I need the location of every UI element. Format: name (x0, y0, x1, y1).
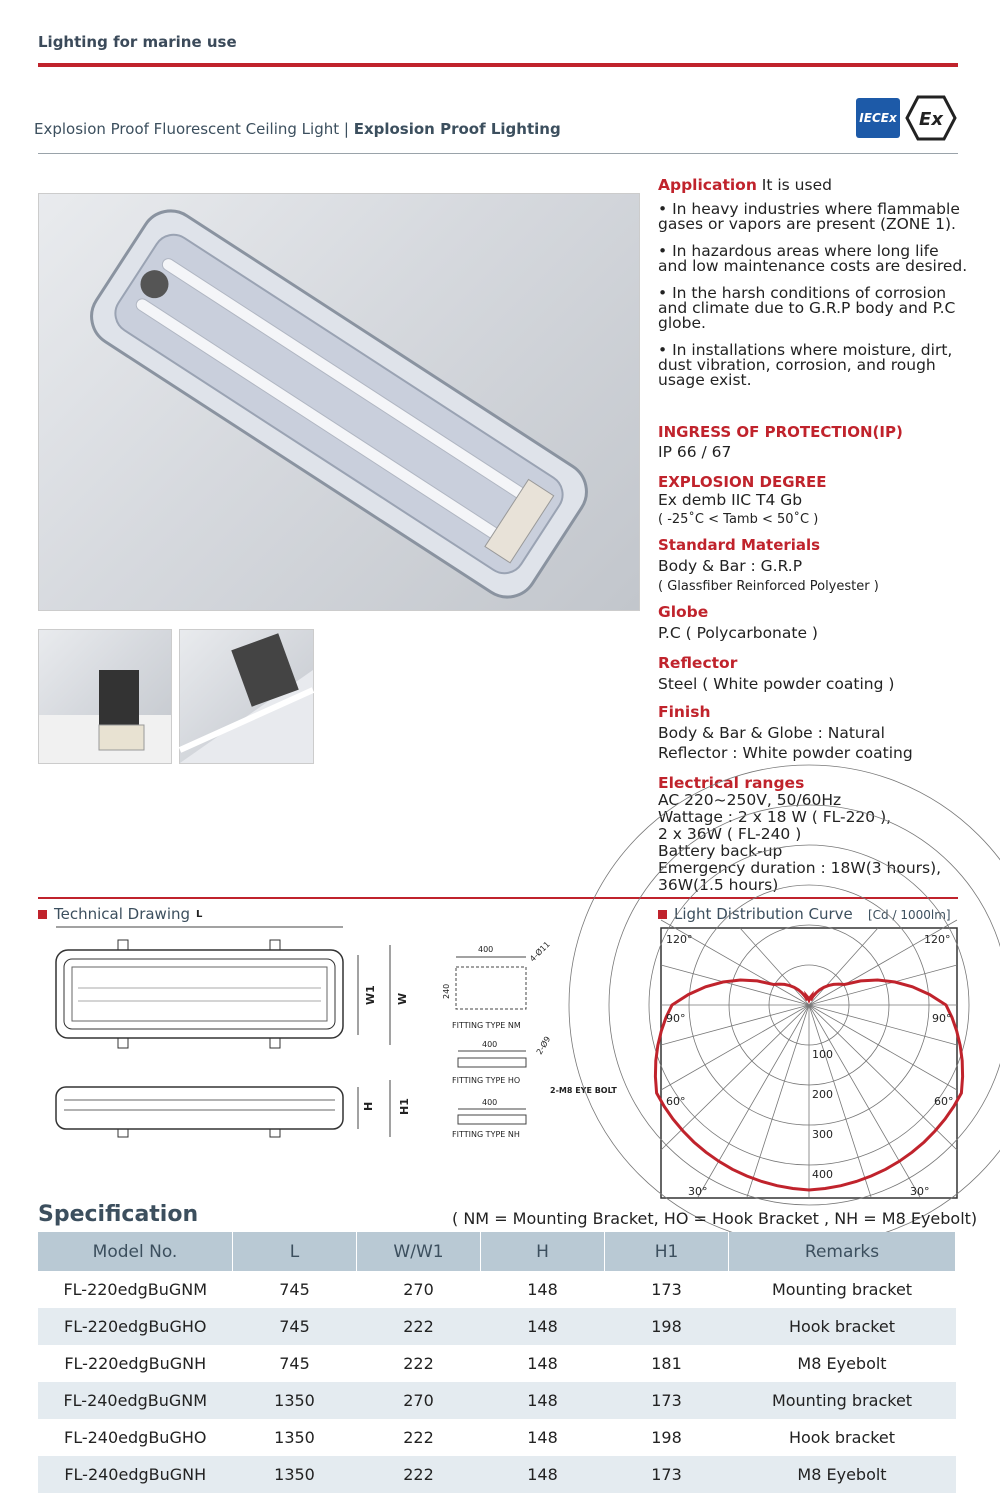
hole-9-label: 2-Ø9 (534, 1034, 553, 1057)
dim-W: W (396, 992, 409, 1005)
radial-label: 300 (812, 1128, 833, 1141)
column-header: L (233, 1232, 357, 1271)
globe-heading: Globe (658, 603, 709, 621)
table-cell: 222 (403, 1354, 434, 1373)
table-header-row (38, 1232, 956, 1271)
subtitle-divider (38, 153, 958, 154)
table-cell: 745 (233, 1308, 357, 1345)
page-subtitle (34, 120, 561, 138)
finish-section (658, 705, 968, 761)
table-row (38, 1271, 956, 1308)
application-bullet: • In heavy industries where flammable gases or vapors are present (ZONE 1). (658, 200, 960, 233)
lampholder-illustration (39, 630, 171, 763)
light-distribution-chart (660, 927, 958, 1199)
ingress-value: IP 66 / 67 (658, 443, 732, 461)
column-header: H (481, 1232, 605, 1271)
table-cell: 1350 (274, 1428, 315, 1447)
radial-label: 400 (812, 1168, 833, 1181)
radial-label: 100 (812, 1048, 833, 1061)
materials-value: Body & Bar : G.R.P (658, 557, 803, 575)
table-cell: M8 Eyebolt (729, 1456, 956, 1493)
dim-L: L (196, 909, 203, 920)
eyebolt-label: 2-M8 EYE BOLT (550, 1086, 617, 1095)
table-cell: 173 (651, 1280, 682, 1299)
electrical-line: 2 x 36W ( FL-240 ) (658, 825, 802, 843)
table-cell: FL-220edgBuGNH (64, 1354, 207, 1373)
hole-11-label: 4-Ø11 (528, 939, 552, 964)
subtitle-separator: | (339, 120, 354, 138)
angle-label: 90° (932, 1012, 952, 1025)
table-cell: 181 (651, 1354, 682, 1373)
electrical-line: AC 220~250V, 50/60Hz (658, 791, 842, 809)
product-name: Explosion Proof Fluorescent Ceiling Light (34, 120, 340, 138)
electrical-line: Wattage : 2 x 18 W ( FL-220 ), (658, 808, 892, 826)
electrical-heading: Electrical ranges (658, 774, 805, 792)
table-cell: 173 (605, 1456, 729, 1493)
table-cell: 270 (403, 1280, 434, 1299)
radial-label: 200 (812, 1088, 833, 1101)
table-row (38, 1419, 956, 1456)
table-cell: 1350 (233, 1456, 357, 1493)
reflector-heading: Reflector (658, 654, 738, 672)
table-cell: 148 (481, 1308, 605, 1345)
table-cell: 148 (527, 1354, 558, 1373)
section-divider (38, 897, 958, 899)
ex-logo (906, 95, 956, 141)
table-cell: FL-220edgBuGHO (38, 1308, 233, 1345)
light-curve-heading: Light Distribution Curve (658, 905, 853, 923)
angle-label: 30° (688, 1185, 708, 1198)
specification-title: Specification (38, 1202, 199, 1227)
dim-400-nm: 400 (478, 945, 494, 954)
electrical-line: Battery back-up (658, 842, 783, 860)
finish-heading: Finish (658, 703, 711, 721)
explosion-section (658, 475, 968, 527)
table-cell: FL-220edgBuGNM (63, 1280, 208, 1299)
table-cell: 1350 (233, 1382, 357, 1419)
light-curve-unit: [Cd / 1000lm] (868, 908, 951, 922)
column-header: Model No. (38, 1232, 233, 1271)
interior-illustration (180, 630, 313, 763)
finish-line: Reflector : White powder coating (658, 744, 913, 762)
table-cell: FL-240edgBuGNM (38, 1382, 233, 1419)
table-cell: 148 (481, 1456, 605, 1493)
angle-label: 60° (934, 1095, 954, 1108)
table-cell: 148 (527, 1428, 558, 1447)
fitting-nh-label: FITTING TYPE NH (452, 1130, 520, 1139)
product-photo (38, 193, 640, 611)
angle-label: 90° (666, 1012, 686, 1025)
table-row (38, 1382, 956, 1419)
application-intro: It is used (756, 176, 832, 194)
specification-table (38, 1232, 956, 1493)
table-cell: Mounting bracket (729, 1382, 956, 1419)
bullet-square-icon (658, 910, 667, 919)
technical-drawing-heading: Technical Drawing (38, 905, 190, 923)
dim-W1: W1 (364, 985, 377, 1005)
dim-H: H (362, 1101, 375, 1111)
detail-photo-lampholder (38, 629, 172, 764)
reflector-section (658, 656, 968, 692)
finish-line: Body & Bar & Globe : Natural (658, 724, 885, 742)
application-bullet: • In installations where moisture, dirt, dust vibration, corrosion, and rough usage exist. (658, 341, 953, 389)
column-header: W/W1 (357, 1232, 481, 1271)
globe-value: P.C ( Polycarbonate ) (658, 624, 818, 642)
fitting-ho-label: FITTING TYPE HO (452, 1076, 521, 1085)
table-cell: 745 (279, 1280, 310, 1299)
specification-note: ( NM = Mounting Bracket, HO = Hook Bracket , NH = M8 Eyebolt) (452, 1209, 978, 1228)
reflector-value: Steel ( White powder coating ) (658, 675, 895, 693)
table-cell: 148 (527, 1280, 558, 1299)
globe-section (658, 605, 968, 641)
materials-note: ( Glassfiber Reinforced Polyester ) (658, 579, 879, 594)
header-title: Lighting for marine use (38, 33, 237, 51)
table-row (38, 1345, 956, 1382)
table-cell: 222 (357, 1456, 481, 1493)
ex-logo-text: Ex (919, 109, 943, 130)
electrical-line: 36W(1.5 hours) (658, 876, 779, 894)
column-header: H1 (605, 1232, 729, 1271)
table-cell: 198 (605, 1308, 729, 1345)
application-bullet: • In the harsh conditions of corrosion and climate due to G.R.P body and P.C globe. (658, 284, 956, 332)
dim-H1: H1 (398, 1098, 411, 1115)
fitting-nm-label: FITTING TYPE NM (452, 1021, 521, 1030)
dim-400-nh: 400 (482, 1098, 498, 1107)
table-cell: FL-240edgBuGHO (64, 1428, 207, 1447)
dim-400-ho: 400 (482, 1040, 498, 1049)
materials-section (658, 538, 968, 594)
table-row (38, 1456, 956, 1493)
iecex-logo: IECEx (856, 98, 900, 138)
angle-label: 30° (910, 1185, 930, 1198)
header-divider (38, 63, 958, 67)
table-cell: 198 (651, 1428, 682, 1447)
application-section (658, 178, 968, 388)
table-cell: 148 (481, 1382, 605, 1419)
dim-240: 240 (442, 983, 451, 999)
table-cell: Hook bracket (788, 1428, 896, 1447)
product-category: Explosion Proof Lighting (353, 120, 561, 138)
explosion-value: Ex demb IIC T4 Gb (658, 491, 803, 509)
table-cell: M8 Eyebolt (797, 1354, 887, 1373)
table-cell: Hook bracket (729, 1308, 956, 1345)
table-cell: 745 (279, 1354, 310, 1373)
explosion-heading: EXPLOSION DEGREE (658, 473, 827, 491)
table-cell: Mounting bracket (771, 1280, 913, 1299)
angle-label: 60° (666, 1095, 686, 1108)
table-cell: 270 (357, 1382, 481, 1419)
explosion-range: ( -25˚C < Tamb < 50˚C ) (658, 512, 819, 527)
electrical-line: Emergency duration : 18W(3 hours), (658, 859, 942, 877)
detail-photo-interior (179, 629, 314, 764)
table-cell: 222 (357, 1308, 481, 1345)
application-bullet: • In hazardous areas where long life and low maintenance costs are desired. (658, 242, 968, 275)
application-heading: Application (658, 176, 757, 194)
table-cell: 222 (403, 1428, 434, 1447)
column-header: Remarks (729, 1232, 956, 1271)
table-row (38, 1308, 956, 1345)
materials-heading: Standard Materials (658, 536, 821, 554)
table-cell: 173 (605, 1382, 729, 1419)
luminaire-illustration (39, 194, 639, 610)
ingress-heading: INGRESS OF PROTECTION(IP) (658, 423, 903, 441)
angle-label: 120° (924, 933, 951, 946)
ingress-section (658, 425, 968, 460)
angle-label: 120° (666, 933, 693, 946)
table-cell: FL-240edgBuGNH (38, 1456, 233, 1493)
